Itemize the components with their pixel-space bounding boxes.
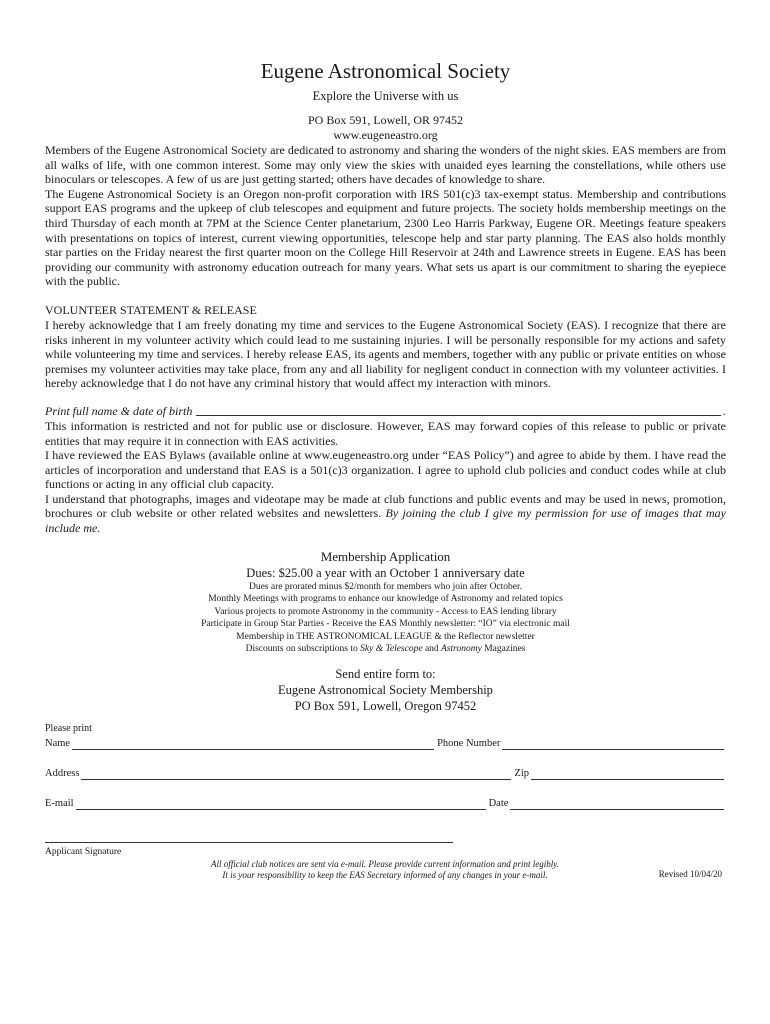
tagline: Explore the Universe with us (312, 89, 459, 103)
send-line-3: PO Box 591, Lowell, Oregon 97452 (294, 698, 477, 713)
print-name-end: . (723, 403, 726, 418)
discounts-and: and (422, 644, 442, 655)
form-page (45, 58, 726, 882)
zip-label: Zip (514, 767, 530, 779)
address-zip-row (45, 767, 726, 780)
photos-text: I understand that photographs, images and videotape may be made at club functions and public events and may be used in news, promotion, brochures or club website or other related websites and newsletters. (45, 491, 726, 521)
print-name-label: Print full name & date of birth (45, 403, 193, 418)
benefit-discounts (45, 643, 726, 656)
footer-note-2: It is your responsibility to keep the EAS Secretary informed of any changes in your e-mail. (222, 870, 548, 881)
about-paragraph: The Eugene Astronomical Society is an Oregon non-profit corporation with IRS 501(c)3 tax-exempt status. Membership and contributions support EAS programs and the upkeep of club telescopes and equipment and future projects. The society holds membership meetings on the third Thursday of each month at 7PM at the Science Center planetarium, 2300 Leo Harris Parkway, Eugene OR. Meetings feature speakers with presentations on topics of interest, current viewing opportunities, telescope help and star party planning. The EAS also holds monthly star parties on the Friday nearest the first quarter moon on the College Hill Reservoir at 24th and Lawrence streets in Eugene. EAS has been providing our community with astronomy education outreach for many years. What sets us apart is our commitment to sharing the eyepiece with the public. (45, 186, 726, 289)
discounts-prefix: Discounts on subscriptions to (245, 644, 361, 655)
date-field[interactable] (510, 799, 724, 810)
print-name-dob-field[interactable] (45, 404, 726, 419)
footer-notes (115, 859, 655, 882)
restricted-paragraph: This information is restricted and not for public use or disclosure. However, EAS may forward copies of this release to public or private entities that may require it in connection with EAS activities. (45, 418, 726, 448)
send-line-1: Send entire form to: (335, 666, 436, 681)
discounts-magazine-2: Astronomy (441, 644, 482, 655)
date-label: Date (488, 797, 509, 809)
zip-field[interactable] (531, 769, 724, 780)
photos-permission: By joining the club I give my permission for use of images that may include me. (45, 506, 726, 536)
membership-title: Membership Application (320, 548, 451, 564)
email-label: E-mail (45, 797, 74, 809)
volunteer-statement: I hereby acknowledge that I am freely donating my time and services to the Eugene Astronomical Society (EAS). I recognize that there are risks inherent in my volunteer activity which could lead to me sustaining injuries. I will be personally responsible for my actions and safety while volunteering my time and services. I hereby release EAS, its agents and members, together with any public or private entities on whose premises my volunteer activities may take place, from any and all liability for negligent conduct in connection with my volunteer activities. I hereby acknowledge that I do not have any criminal history that would affect my interaction with minors. (45, 317, 726, 391)
membership-dues: Dues: $25.00 a year with an October 1 anniversary date (246, 565, 525, 580)
mailing-address: PO Box 591, Lowell, OR 97452 (307, 113, 463, 127)
discounts-suffix: Magazines (481, 644, 526, 655)
dues-prorated: Dues are prorated minus $2/month for members who join after October. (248, 581, 523, 592)
website: www.eugeneastro.org (333, 128, 438, 142)
address-field[interactable] (81, 769, 511, 780)
letterhead (45, 58, 726, 143)
footer-note-1: All official club notices are sent via e-mail. Please provide current information and print legibly. (211, 858, 559, 869)
email-field[interactable] (76, 799, 486, 810)
volunteer-heading: VOLUNTEER STATEMENT & RELEASE (45, 302, 257, 317)
photos-paragraph (45, 492, 726, 536)
signature-label: Applicant Signature (45, 846, 122, 857)
send-line-2: Eugene Astronomical Society Membership (278, 682, 493, 697)
bylaws-paragraph: I have reviewed the EAS Bylaws (available online at www.eugeneastro.org under “EAS Policy”) and agree to abide by them. I have read the articles of incorporation and understand that EAS is a 501(c)3 organization. I agree to uphold club policies and conduct codes while at club functions or acting in any official club capacity. (45, 448, 726, 492)
name-label: Name (45, 737, 71, 749)
footer (45, 859, 726, 882)
phone-field[interactable] (502, 739, 724, 750)
print-name-line[interactable] (196, 404, 721, 416)
signature-field[interactable] (45, 842, 453, 843)
benefit-projects: Various projects to promote Astronomy in the community - Access to EAS lending library (214, 606, 557, 617)
phone-label: Phone Number (437, 737, 501, 749)
discounts-magazine-1: Sky & Telescope (360, 644, 423, 655)
benefit-star-parties: Participate in Group Star Parties - Receive the EAS Monthly newsletter: “IO” via electronic mail (201, 619, 570, 630)
send-to-section (45, 666, 726, 714)
name-phone-row (45, 737, 726, 750)
revised-date: Revised 10/04/20 (658, 868, 722, 879)
benefit-league: Membership in THE ASTRONOMICAL LEAGUE & the Reflector newsletter (236, 631, 535, 642)
please-print-label: Please print (45, 722, 92, 734)
email-date-row (45, 797, 726, 810)
name-field[interactable] (72, 739, 434, 750)
benefit-meetings: Monthly Meetings with programs to enhance our knowledge of Astronomy and related topics (208, 594, 563, 605)
page-title: Eugene Astronomical Society (260, 59, 511, 83)
intro-paragraph: Members of the Eugene Astronomical Society are dedicated to astronomy and sharing the wonders of the night skies. EAS members are from all walks of life, with one common interest. Some may only view the skies with unaided eyes learning the constellations, while others use binoculars or telescopes. A few of us are just getting started; others have decades of knowledge to share. (45, 143, 726, 187)
address-label: Address (45, 767, 80, 779)
membership-section (45, 549, 726, 656)
